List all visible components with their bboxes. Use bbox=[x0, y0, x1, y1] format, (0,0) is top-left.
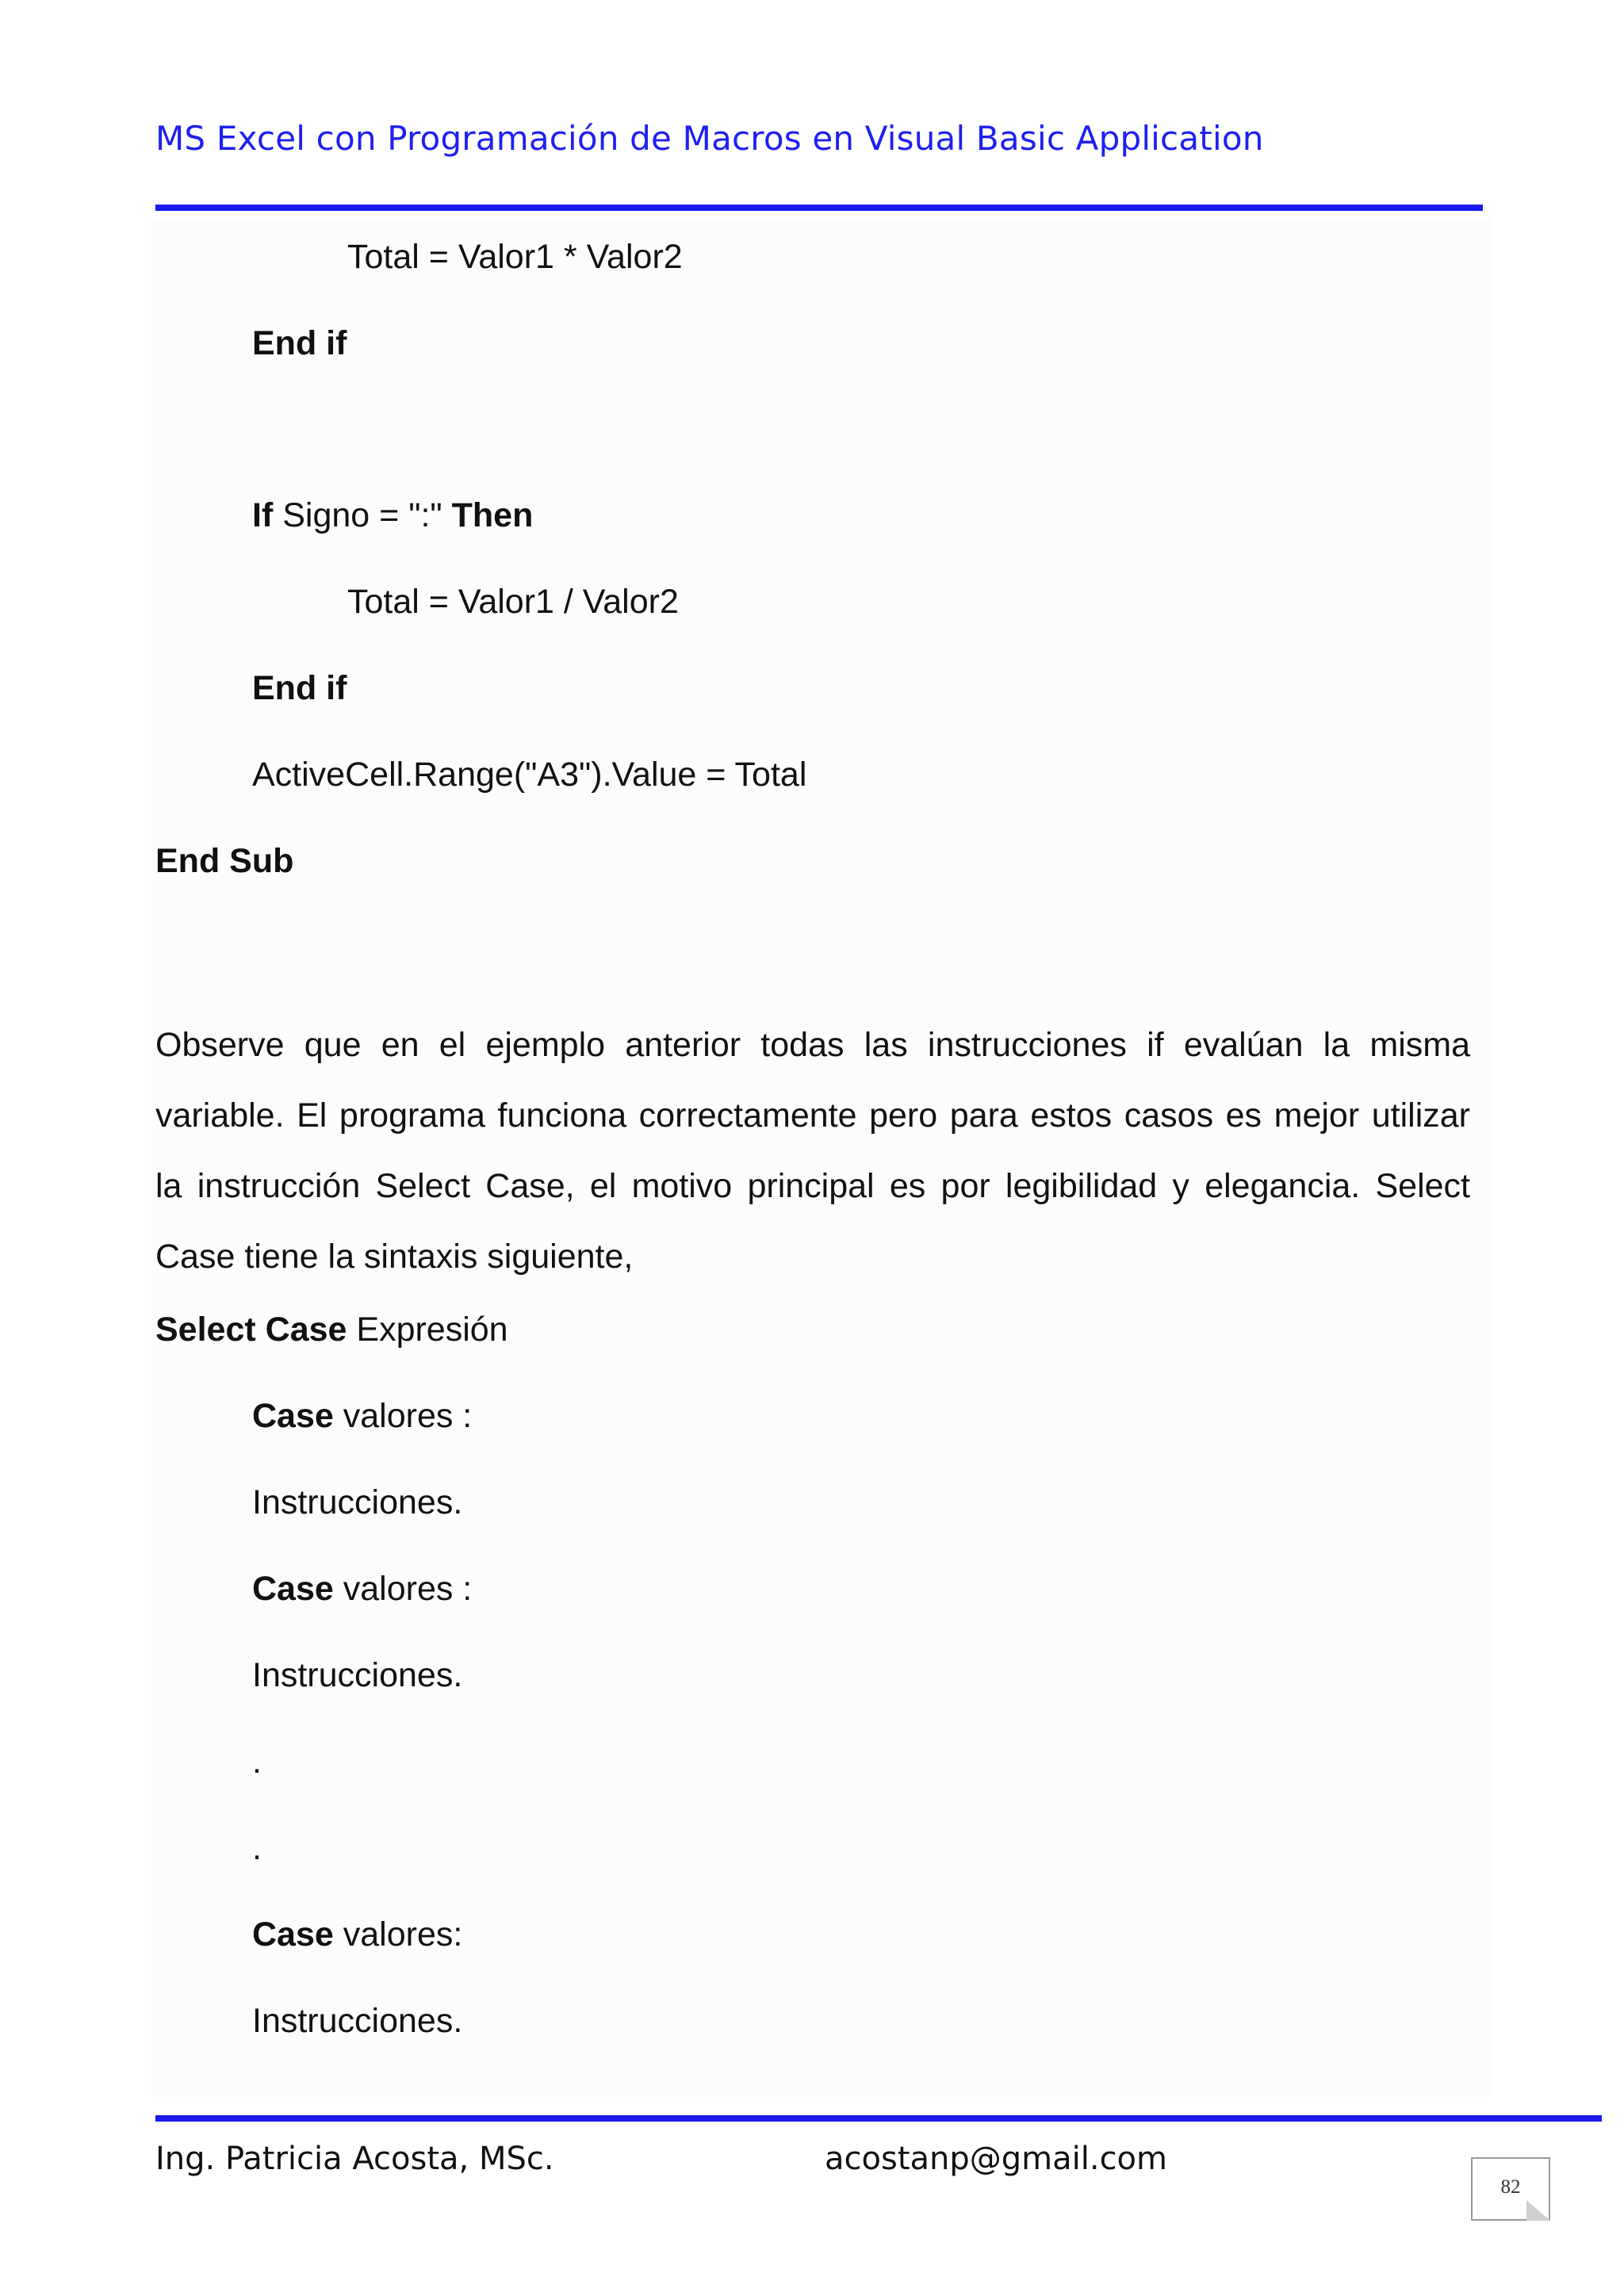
header-rule bbox=[155, 205, 1483, 211]
footer-author: Ing. Patricia Acosta, MSc. bbox=[155, 2141, 554, 2177]
footer-rule bbox=[155, 2115, 1602, 2122]
keyword-case: Case bbox=[252, 1397, 334, 1435]
syntax-case-1 bbox=[252, 1392, 472, 1440]
keyword-select-case: Select Case bbox=[155, 1311, 347, 1349]
syntax-ellipsis-dot-1: . bbox=[252, 1743, 262, 1781]
syntax-instructions-2: Instrucciones. bbox=[252, 1656, 463, 1694]
syntax-ellipsis-dot-2: . bbox=[252, 1829, 262, 1867]
code-line-end-if-1: End if bbox=[252, 324, 347, 362]
syntax-values: valores: bbox=[333, 1915, 463, 1954]
code-condition: Signo = ":" bbox=[273, 496, 452, 534]
keyword-then: Then bbox=[451, 496, 534, 534]
syntax-expression: Expresión bbox=[347, 1311, 508, 1349]
code-line-total-multiply: Total = Valor1 * Valor2 bbox=[347, 238, 683, 276]
page-number: 82 bbox=[1500, 2176, 1521, 2198]
syntax-case-3 bbox=[252, 1911, 462, 1958]
syntax-instructions-3: Instrucciones. bbox=[252, 2002, 463, 2040]
page-curl-icon bbox=[1526, 2200, 1550, 2221]
keyword-if: If bbox=[252, 496, 274, 534]
body-paragraph: Observe que en el ejemplo anterior todas las instrucciones if evalúan la misma variable. El programa funciona correctamente pero para estos casos es mejor utilizar la instrucción Select Case, el motivo principal es por legibilidad y elegancia. Select Case tiene la sintaxis siguiente, bbox=[155, 1026, 1470, 1276]
syntax-select-case bbox=[155, 1306, 508, 1353]
page-header-title: MS Excel con Programación de Macros en Visual Basic Application bbox=[155, 119, 1264, 158]
syntax-instructions-1: Instrucciones. bbox=[252, 1483, 463, 1521]
code-line-activecell: ActiveCell.Range("A3").Value = Total bbox=[252, 756, 807, 794]
code-line-end-sub: End Sub bbox=[155, 842, 294, 880]
keyword-case: Case bbox=[252, 1915, 334, 1954]
code-line-end-if-2: End if bbox=[252, 669, 347, 707]
keyword-case: Case bbox=[252, 1570, 334, 1608]
page-number-box bbox=[1471, 2157, 1550, 2221]
footer-email: acostanp@gmail.com bbox=[825, 2141, 1167, 2177]
code-line-if-signo bbox=[252, 492, 533, 539]
code-line-total-divide: Total = Valor1 / Valor2 bbox=[347, 583, 679, 621]
syntax-values: valores : bbox=[333, 1397, 473, 1435]
syntax-values: valores : bbox=[333, 1570, 473, 1608]
syntax-case-2 bbox=[252, 1565, 472, 1613]
